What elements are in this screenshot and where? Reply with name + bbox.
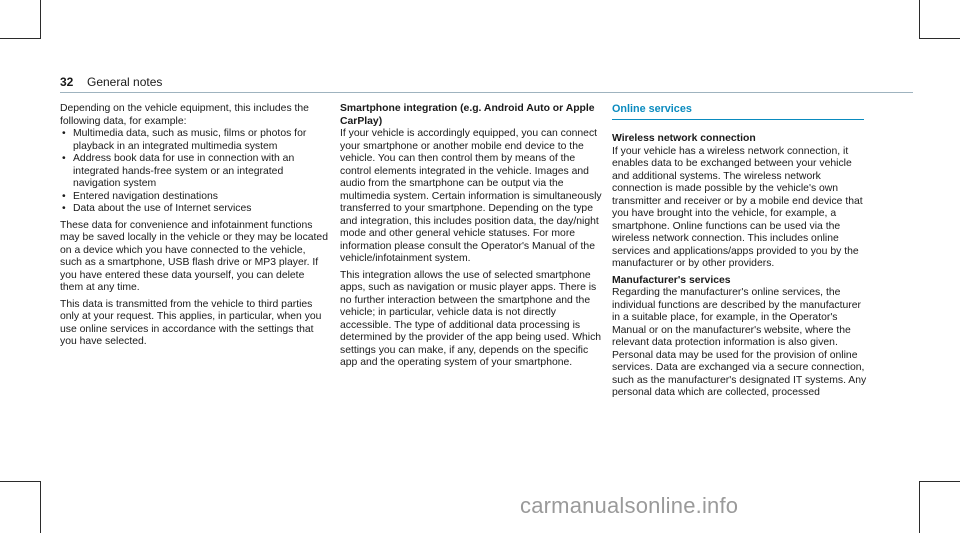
transmission-paragraph: This data is transmitted from the vehicle to third parties only at your request. This applies, in particular, when you use online services in accordance with the settings that you have selected. <box>60 298 322 347</box>
watermark-text: carmanualsonline.info <box>520 493 739 518</box>
smartphone-paragraph-2: This integration allows the use of selected smartphone apps, such as navigation or music player apps. There is no further interaction between the smartphone and the vehicle; in particular, vehicle data is not directly accessible. The type of additional data processing is determined by the provider of the app being used. Which settings you can make, if any, depends on the specific app and the operating system of your smartphone. <box>340 269 602 368</box>
smartphone-integration-heading: Smartphone integration (e.g. Android Auto or Apple CarPlay) <box>340 103 595 127</box>
wireless-paragraph: If your vehicle has a wireless network connection, it enables data to be exchanged between your vehicle and additional systems. The wireless network connection is made possible by the vehicle's own transmitter and receiver or by a mobile end device that you have brought into the vehicle, for example, a smartphone. Online functions can be used via the wireless network connection. This includes online services and applications/apps provided to you by the manufacturer or by other providers. <box>612 145 863 269</box>
list-item: • Address book data for use in connection with an integrated hands-free system or an integrated navigation system <box>60 153 330 191</box>
page-header-title: General notes <box>87 75 163 89</box>
smartphone-paragraph-1: If your vehicle is accordingly equipped, you can connect your smartphone or another mobile end device to the vehicle. You can then control them by means of the control elements integrated in the vehicle. Images and audio from the smartphone can be output via the multimedia system. Certain information is simultaneously transferred to your smartphone. Depending on the type and integration, this includes position data, the day/night mode and other general vehicle statuses. For more information please consult the Operator's Manual of the vehicle/infotainment system. <box>340 128 602 264</box>
crop-mark <box>0 38 41 39</box>
crop-mark <box>919 481 960 482</box>
crop-mark <box>919 38 960 39</box>
list-item: • Data about the use of Internet services <box>60 203 330 216</box>
manufacturer-paragraph: Regarding the manufacturer's online services, the individual functions are described by the manufacturer in a suitable place, for example, in the Operator's Manual or on the manufacturer's website, where the relevant data protection information is also given. Personal data may be used for the provision of online services. Data are exchanged via a secure connection, such as the manufacturer's designated IT systems. Any personal data which are collected, processed <box>612 287 867 398</box>
wireless-heading: Wireless network connection <box>612 133 756 144</box>
section-rule <box>612 119 864 120</box>
list-item: • Entered navigation destinations <box>60 191 330 204</box>
column-3 <box>612 103 870 400</box>
crop-mark <box>40 0 41 38</box>
header-rule <box>60 92 913 93</box>
storage-paragraph: These data for convenience and infotainment functions may be saved locally in the vehicle or they may be located on a device which you have connected to the vehicle, such as a smartphone, USB flash drive or MP3 player. If you have entered these data yourself, you can delete them at any time. <box>60 219 328 293</box>
data-examples-list <box>60 128 330 216</box>
list-item: • Multimedia data, such as music, films or photos for playback in an integrated multimedia system <box>60 128 330 153</box>
crop-mark <box>0 481 41 482</box>
column-1 <box>60 103 330 349</box>
manufacturer-services-heading: Manufacturer's services <box>612 274 731 286</box>
intro-paragraph: Depending on the vehicle equipment, this includes the following data, for example: <box>60 103 309 127</box>
crop-mark <box>919 481 920 533</box>
page-number: 32 <box>60 75 74 89</box>
crop-mark <box>919 0 920 38</box>
column-2 <box>340 103 602 370</box>
section-title: Online services <box>612 103 692 115</box>
crop-mark <box>40 481 41 533</box>
